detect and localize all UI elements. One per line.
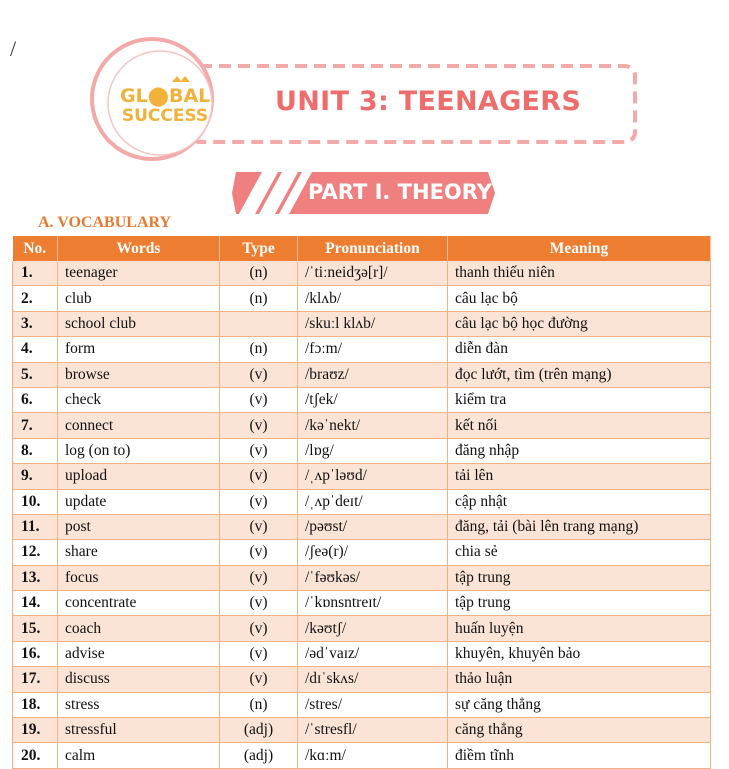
pronunciation-cell: /braʊz/ (298, 362, 448, 387)
row-number: 11. (13, 514, 58, 539)
meaning-cell: đăng, tải (bài lên trang mạng) (448, 514, 711, 539)
meaning-cell: huấn luyện (448, 616, 711, 641)
row-number: 18. (13, 692, 58, 717)
column-header: Meaning (448, 236, 711, 261)
type-cell: (v) (220, 514, 298, 539)
page-mark: / (10, 36, 17, 61)
row-number: 2. (13, 286, 58, 311)
row-number: 8. (13, 438, 58, 463)
table-row (13, 692, 711, 717)
part-title: PART I. THEORY (308, 180, 493, 204)
type-cell: (adj) (220, 743, 298, 768)
column-header: Pronunciation (298, 236, 448, 261)
type-cell: (v) (220, 616, 298, 641)
row-number: 14. (13, 591, 58, 616)
pronunciation-cell: /ˌʌpˈdeɪt/ (298, 489, 448, 514)
table-row (13, 464, 711, 489)
pronunciation-cell: /fɔːm/ (298, 337, 448, 362)
meaning-cell: tập trung (448, 591, 711, 616)
table-row (13, 387, 711, 412)
meaning-cell: câu lạc bộ học đường (448, 311, 711, 336)
type-cell (220, 311, 298, 336)
type-cell: (v) (220, 413, 298, 438)
word-cell: school club (58, 311, 220, 336)
table-row (13, 540, 711, 565)
row-number: 20. (13, 743, 58, 768)
row-number: 5. (13, 362, 58, 387)
type-cell: (n) (220, 337, 298, 362)
table-row (13, 362, 711, 387)
row-number: 7. (13, 413, 58, 438)
type-cell: (v) (220, 641, 298, 666)
row-number: 15. (13, 616, 58, 641)
type-cell: (v) (220, 438, 298, 463)
word-cell: advise (58, 641, 220, 666)
word-cell: club (58, 286, 220, 311)
table-row (13, 667, 711, 692)
word-cell: discuss (58, 667, 220, 692)
unit-title: UNIT 3: TEENAGERS (275, 86, 582, 117)
meaning-cell: chia sẻ (448, 540, 711, 565)
row-number: 1. (13, 261, 58, 286)
word-cell: post (58, 514, 220, 539)
type-cell: (v) (220, 667, 298, 692)
word-cell: log (on to) (58, 438, 220, 463)
pronunciation-cell: /dɪˈskʌs/ (298, 667, 448, 692)
word-cell: form (58, 337, 220, 362)
column-header: Words (58, 236, 220, 261)
word-cell: stress (58, 692, 220, 717)
meaning-cell: sự căng thẳng (448, 692, 711, 717)
word-cell: focus (58, 565, 220, 590)
table-row (13, 286, 711, 311)
table-row (13, 413, 711, 438)
meaning-cell: thanh thiếu niên (448, 261, 711, 286)
word-cell: update (58, 489, 220, 514)
type-cell: (n) (220, 261, 298, 286)
table-row (13, 438, 711, 463)
table-row (13, 616, 711, 641)
meaning-cell: diễn đàn (448, 337, 711, 362)
meaning-cell: khuyên, khuyên bảo (448, 641, 711, 666)
word-cell: check (58, 387, 220, 412)
brand-logo (120, 86, 210, 126)
type-cell: (v) (220, 489, 298, 514)
pronunciation-cell: /stres/ (298, 692, 448, 717)
section-heading: A. VOCABULARY (38, 214, 172, 231)
meaning-cell: kết nối (448, 413, 711, 438)
row-number: 16. (13, 641, 58, 666)
word-cell: browse (58, 362, 220, 387)
word-cell: stressful (58, 718, 220, 743)
table-row (13, 311, 711, 336)
column-header: Type (220, 236, 298, 261)
row-number: 17. (13, 667, 58, 692)
pronunciation-cell: /tʃek/ (298, 387, 448, 412)
pronunciation-cell: /kəˈnekt/ (298, 413, 448, 438)
logo-line1: GL⬤BAL (120, 85, 211, 107)
table-row (13, 641, 711, 666)
meaning-cell: điềm tĩnh (448, 743, 711, 768)
pronunciation-cell: /kəʊtʃ/ (298, 616, 448, 641)
row-number: 10. (13, 489, 58, 514)
meaning-cell: tải lên (448, 464, 711, 489)
row-number: 12. (13, 540, 58, 565)
pronunciation-cell: /ˈkɒnsntreɪt/ (298, 591, 448, 616)
row-number: 13. (13, 565, 58, 590)
pronunciation-cell: /klʌb/ (298, 286, 448, 311)
table-row (13, 337, 711, 362)
table-row (13, 514, 711, 539)
pronunciation-cell: /ˌʌpˈləʊd/ (298, 464, 448, 489)
type-cell: (adj) (220, 718, 298, 743)
table-row (13, 489, 711, 514)
pronunciation-cell: /skuːl klʌb/ (298, 311, 448, 336)
word-cell: calm (58, 743, 220, 768)
meaning-cell: đăng nhập (448, 438, 711, 463)
type-cell: (n) (220, 692, 298, 717)
pronunciation-cell: /ʃeə(r)/ (298, 540, 448, 565)
meaning-cell: kiểm tra (448, 387, 711, 412)
column-header: No. (13, 236, 58, 261)
word-cell: share (58, 540, 220, 565)
meaning-cell: thảo luận (448, 667, 711, 692)
type-cell: (n) (220, 286, 298, 311)
row-number: 3. (13, 311, 58, 336)
type-cell: (v) (220, 387, 298, 412)
row-number: 19. (13, 718, 58, 743)
row-number: 4. (13, 337, 58, 362)
table-row (13, 743, 711, 768)
type-cell: (v) (220, 540, 298, 565)
pronunciation-cell: /ˈstresfl/ (298, 718, 448, 743)
word-cell: coach (58, 616, 220, 641)
meaning-cell: cập nhật (448, 489, 711, 514)
table-row (13, 565, 711, 590)
meaning-cell: câu lạc bộ (448, 286, 711, 311)
pronunciation-cell: /kɑːm/ (298, 743, 448, 768)
table-row (13, 261, 711, 286)
row-number: 9. (13, 464, 58, 489)
meaning-cell: căng thẳng (448, 718, 711, 743)
type-cell: (v) (220, 591, 298, 616)
table-header-row (13, 236, 711, 261)
logo-line2: SUCCESS (121, 106, 209, 126)
pronunciation-cell: /ˈtiːneidʒə[r]/ (298, 261, 448, 286)
row-number: 6. (13, 387, 58, 412)
table-row (13, 591, 711, 616)
type-cell: (v) (220, 464, 298, 489)
word-cell: teenager (58, 261, 220, 286)
pronunciation-cell: /pəʊst/ (298, 514, 448, 539)
type-cell: (v) (220, 362, 298, 387)
pronunciation-cell: /ədˈvaɪz/ (298, 641, 448, 666)
table-row (13, 718, 711, 743)
pronunciation-cell: /lɒg/ (298, 438, 448, 463)
pronunciation-cell: /ˈfəʊkəs/ (298, 565, 448, 590)
word-cell: connect (58, 413, 220, 438)
meaning-cell: đọc lướt, tìm (trên mạng) (448, 362, 711, 387)
vocabulary-table (12, 236, 711, 769)
word-cell: upload (58, 464, 220, 489)
word-cell: concentrate (58, 591, 220, 616)
type-cell: (v) (220, 565, 298, 590)
meaning-cell: tập trung (448, 565, 711, 590)
